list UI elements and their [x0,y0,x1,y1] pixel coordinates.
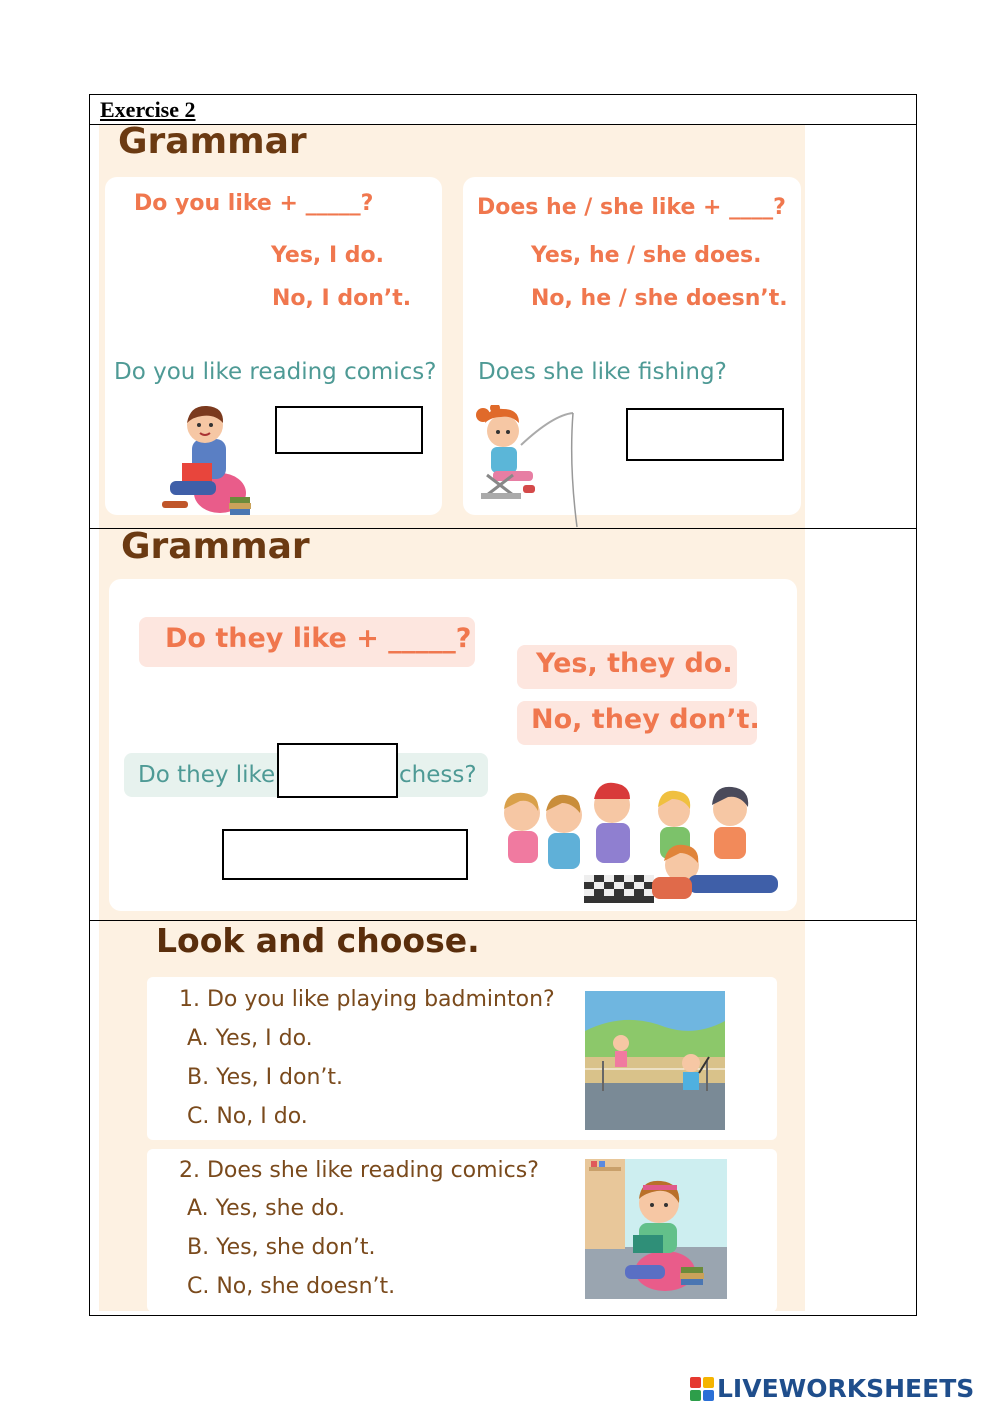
grammar-panel-2 [99,529,805,920]
worksheet-table [89,94,917,1316]
option-c[interactable]: C. No, I do. [187,1104,308,1129]
option-a[interactable]: A. Yes, she do. [187,1196,346,1221]
grammar-answer-no: No, he / she doesn’t. [531,286,788,311]
section-heading: Grammar [118,125,307,162]
option-a[interactable]: A. Yes, I do. [187,1026,313,1051]
girl-reading-illustration [585,1159,727,1299]
section-heading: Look and choose. [156,921,480,960]
grammar-answer-yes: Yes, they do. [536,648,733,679]
logo-text: LIVEWORKSHEETS [717,1374,975,1403]
grammar-answer-yes: Yes, he / she does. [531,243,762,268]
example-question: Do you like reading comics? [114,359,437,385]
liveworksheets-logo [690,1374,974,1403]
answer-input-box[interactable] [626,408,784,461]
example-question-end: chess? [399,762,477,788]
answer-input-box[interactable] [277,743,398,798]
question-text: 1. Do you like playing badminton? [179,987,555,1012]
answer-input-box[interactable] [275,406,423,454]
option-c[interactable]: C. No, she doesn’t. [187,1274,396,1299]
logo-icon [690,1377,714,1401]
look-and-choose-panel [99,921,805,1311]
question-card-1 [147,977,777,1140]
option-b[interactable]: B. Yes, she don’t. [187,1235,376,1260]
badminton-illustration [585,991,725,1130]
grammar-card-they [109,579,797,911]
answer-input-box[interactable] [222,829,468,880]
grammar-pattern: Do you like + _____? [134,191,374,216]
grammar-card-you [105,177,442,515]
section-heading: Grammar [121,529,310,567]
question-card-2 [147,1149,777,1311]
grammar-answer-no: No, I don’t. [272,286,412,311]
grammar-pattern: Does he / she like + ____? [477,195,786,220]
girl-fishing-illustration [473,405,583,528]
kids-playing-chess-illustration [492,775,797,911]
example-question: Does she like fishing? [478,359,727,385]
grammar-answer-no: No, they don’t. [531,704,760,735]
example-question-start: Do they like [138,762,276,788]
grammar-answer-yes: Yes, I do. [271,243,385,268]
option-b[interactable]: B. Yes, I don’t. [187,1065,344,1090]
grammar-pattern: Do they like + _____? [165,623,472,654]
exercise-title: Exercise 2 [100,97,196,122]
question-text: 2. Does she like reading comics? [179,1158,539,1183]
grammar-card-he-she [463,177,801,515]
boy-reading-illustration [160,401,255,517]
grammar-panel-1 [99,125,805,528]
